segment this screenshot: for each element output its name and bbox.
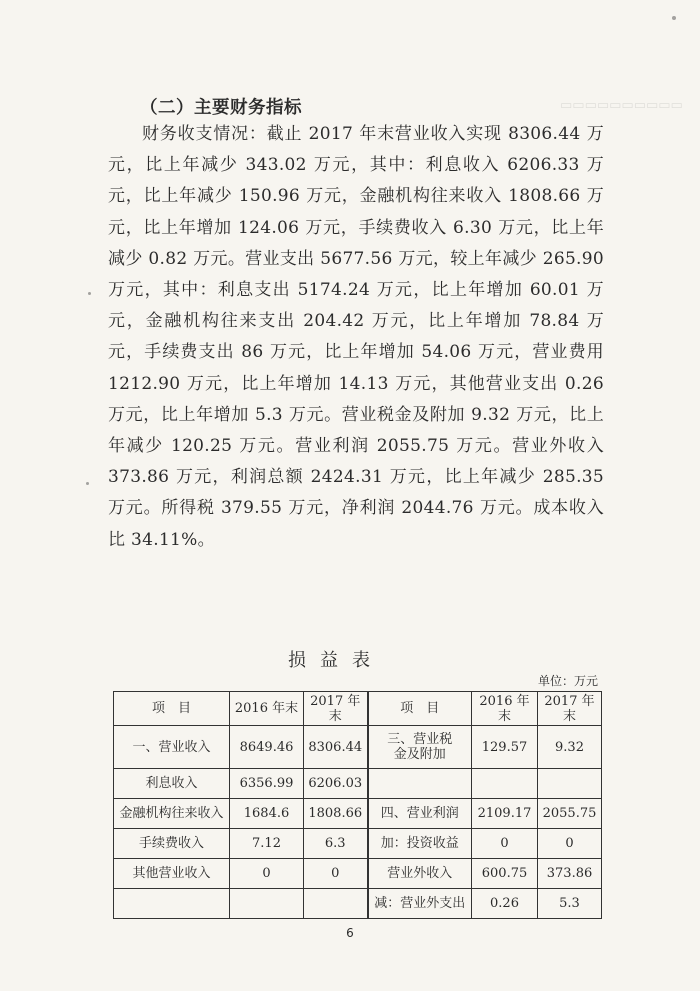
table-title: 损益表	[288, 650, 384, 671]
table-cell: 600.75	[472, 859, 538, 889]
table-cell: 129.57	[472, 726, 538, 769]
table-cell: 1808.66	[304, 799, 368, 829]
table-cell: 9.32	[538, 726, 602, 769]
table-cell: 8649.46	[230, 726, 304, 769]
table-cell	[114, 889, 230, 919]
table-cell: 加：投资收益	[368, 829, 472, 859]
table-cell: 5.3	[538, 889, 602, 919]
table-cell: 0	[538, 829, 602, 859]
table-cell: 减：营业外支出	[368, 889, 472, 919]
unit-note: 单位：万元	[537, 674, 598, 688]
table-cell	[304, 889, 368, 919]
table-cell: 7.12	[230, 829, 304, 859]
table-cell: 营业外收入	[368, 859, 472, 889]
financial-summary-paragraph: 财务收支情况：截止 2017 年末营业收入实现 8306.44 万元，比上年减少 343.02 万元，其中：利息收入 6206.33 万元，比上年减少 150.96 万元，金融机构往来收入 1808.66 万元，比上年增加 124.06 万元，手续费收入 6.30 万元，比上年减少 0.82 万元。营业支出 5677.56 万元，较上年减少 265.90 万元，其中：利息支出 5174.24 万元，比上年增加 60.01 万元，金融机构往来支出 204.42 万元，比上年增加 78.84 万元，手续费支出 86 万元，比上年增加 54.06 万元，营业费用 1212.90 万元，比上年增加 14.13 万元，其他营业支出 0.26 万元，比上年增加 5.3 万元。营业税金及附加 9.32 万元，比上年减少 120.25 万元。营业利润 2055.75 万元。营业外收入 373.86 万元，利润总额 2424.31 万元，比上年减少 285.35 万元。所得税 379.55 万元，净利润 2044.76 万元。成本收入比 34.11%。	[108, 124, 604, 550]
table-cell	[472, 769, 538, 799]
column-header: 项 目	[114, 692, 230, 726]
table-cell: 2109.17	[472, 799, 538, 829]
column-header: 2017 年末	[304, 692, 368, 726]
bleed-through-text: ▭▭▭▭▭▭▭▭▭▭	[560, 98, 683, 113]
table-cell: 金融机构往来收入	[114, 799, 230, 829]
table-row	[114, 859, 602, 889]
table-cell: 2055.75	[538, 799, 602, 829]
table-header-row	[114, 692, 602, 726]
column-header: 2016 年末	[230, 692, 304, 726]
section-heading: （二）主要财务指标	[140, 98, 302, 118]
table-row	[114, 726, 602, 769]
income-statement-table	[113, 691, 602, 919]
table-cell: 四、营业利润	[368, 799, 472, 829]
table-cell: 0	[304, 859, 368, 889]
column-header: 2017 年末	[538, 692, 602, 726]
table-cell	[230, 889, 304, 919]
table-cell: 其他营业收入	[114, 859, 230, 889]
table-cell: 手续费收入	[114, 829, 230, 859]
table-cell: 373.86	[538, 859, 602, 889]
table-row	[114, 799, 602, 829]
table-cell	[368, 769, 472, 799]
table-cell: 0	[472, 829, 538, 859]
table-cell	[538, 769, 602, 799]
scan-speck	[88, 292, 91, 295]
table-cell: 0.26	[472, 889, 538, 919]
table-cell: 1684.6	[230, 799, 304, 829]
scan-speck	[672, 16, 676, 20]
scan-speck	[86, 482, 89, 485]
table-row	[114, 769, 602, 799]
table-cell: 6356.99	[230, 769, 304, 799]
table-cell: 8306.44	[304, 726, 368, 769]
table-cell: 三、营业税金及附加	[368, 726, 472, 769]
table-cell: 0	[230, 859, 304, 889]
column-header: 项 目	[368, 692, 472, 726]
column-header: 2016 年末	[472, 692, 538, 726]
table-cell: 一、营业收入	[114, 726, 230, 769]
table-cell: 6206.03	[304, 769, 368, 799]
table-row	[114, 829, 602, 859]
table-cell: 利息收入	[114, 769, 230, 799]
table-cell: 6.3	[304, 829, 368, 859]
page-number: 6	[346, 926, 354, 940]
table-row	[114, 889, 602, 919]
